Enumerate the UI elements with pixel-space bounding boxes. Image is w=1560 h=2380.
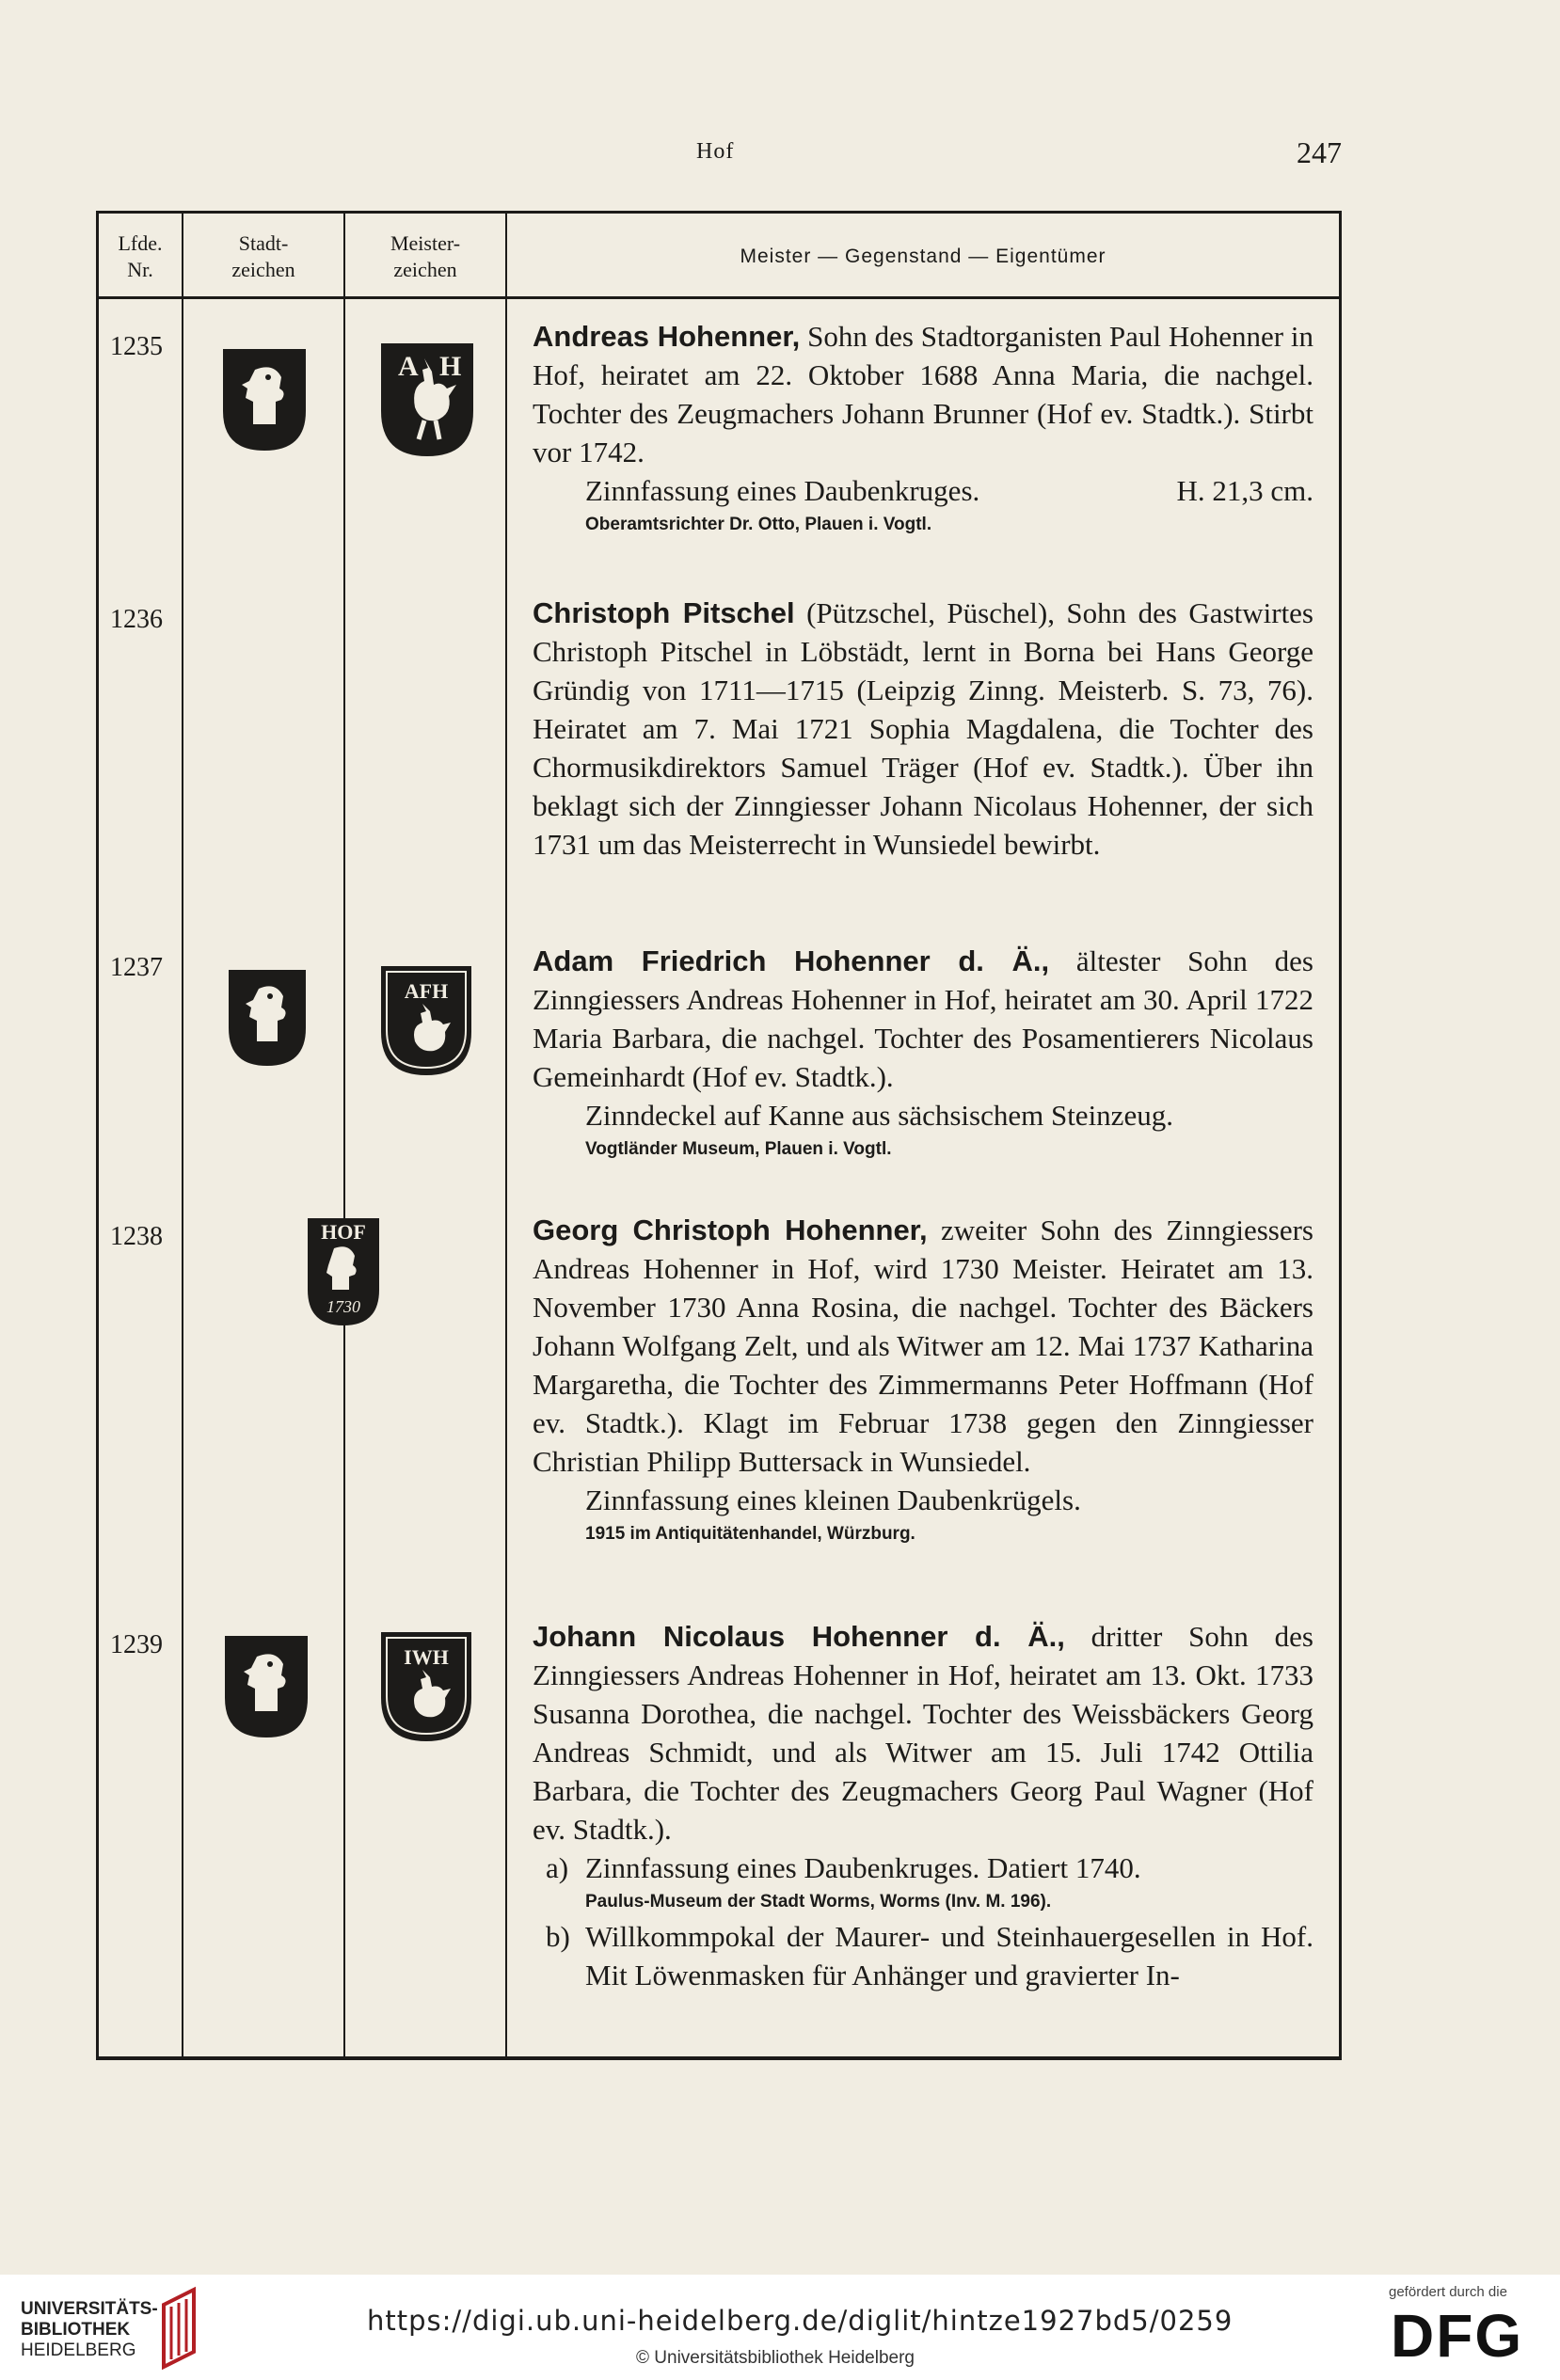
library-name (21, 2299, 158, 2361)
owner: Oberamtsrichter Dr. Otto, Plauen i. Vogtl. (585, 515, 932, 534)
entry-number: 1236 (110, 605, 163, 634)
header-lfde-nr: Lfde. Nr. (118, 231, 163, 281)
column-divider (505, 214, 507, 2057)
entry-text-1239 (533, 1617, 1313, 1994)
combined-mark-hof-1730-icon (304, 1214, 383, 1329)
entry-number: 1235 (110, 332, 163, 361)
city-mark-shield-icon (225, 966, 310, 1070)
biography: (Pützschel, Püschel), Sohn des Gastwirtes Christoph Pitschel in Löbstädt, lernt in Borna bei Hans George Gründig von 1711—1715 (Leipzig Zinng. Meisterb. S. 73, 76). Heiratet am 7. Mai 1721 Sophia Magdalena, die Tochter des Chormusikdirektors Samuel Träger (Hof ev. Stadtk.). Über ihn beklagt sich der Zinngiesser Johann Nicolaus Hohenner, der sich 1731 um das Meisterrecht in Wunsiedel bewirbt. (533, 596, 1314, 861)
item-label: b) (546, 1920, 570, 1953)
svg-text:IWH: IWH (404, 1645, 449, 1669)
master-name: Johann Nicolaus Hohenner d. Ä., (533, 1620, 1065, 1653)
object-item (533, 1848, 1313, 1887)
master-mark-afh-rooster-icon (377, 962, 475, 1079)
biography: dritter Sohn des Zinngiessers Andreas Hohenner in Hof, heiratet am 13. Okt. 1733 Susanna Dorothea, die nachgel. Tochter des Weissbäckers Georg Andreas Schmidt, und als Witwer am 15. Juli 1742 Ottilia Barbara, die Tochter des Zeugmachers Georg Paul Wagner (Hof ev. Stadtk.). (533, 1620, 1313, 1846)
footer-bar (0, 2275, 1560, 2380)
page-header (0, 135, 1560, 177)
library-line-3: HEIDELBERG (21, 2340, 136, 2360)
funded-by-label: gefördert durch die (1389, 2284, 1507, 2300)
column-divider (182, 214, 183, 2057)
running-title: Hof (696, 139, 735, 164)
object-item (533, 1917, 1313, 1994)
master-mark-ah-rooster-icon (377, 340, 477, 460)
entry-number: 1237 (110, 953, 163, 982)
item-text: Willkommpokal der Maurer- und Steinhauergesellen in Hof. Mit Löwenmasken für Anhänger und gravierter In- (585, 1920, 1313, 1991)
entry-number: 1238 (110, 1222, 163, 1251)
entry-text-1238 (533, 1211, 1313, 1549)
entry-text-1235 (533, 317, 1313, 540)
city-mark-shield-icon (219, 345, 310, 454)
entry-text-1236 (533, 594, 1313, 864)
column-divider (343, 214, 345, 2057)
page-number: 247 (1297, 135, 1342, 169)
library-line-1: UNIVERSITÄTS- (21, 2299, 158, 2319)
object-description: Zinnfassung eines Daubenkruges. (585, 474, 980, 507)
entry-text-1237 (533, 942, 1313, 1165)
master-name: Christoph Pitschel (533, 596, 795, 629)
permalink-url[interactable]: https://digi.ub.uni-heidelberg.de/diglit/hintze1927bd5/0259 (367, 2305, 1234, 2337)
object-size: H. 21,3 cm. (1176, 474, 1313, 507)
item-text: Zinnfassung eines Daubenkruges. Datiert 1740. (585, 1851, 1141, 1884)
item-label: a) (546, 1851, 569, 1884)
university-library-logo-icon (158, 2286, 199, 2371)
master-name: Georg Christoph Hohenner, (533, 1214, 928, 1246)
master-name: Adam Friedrich Hohenner d. Ä., (533, 944, 1050, 977)
master-name: Andreas Hohenner, (533, 320, 801, 353)
entry-number: 1239 (110, 1630, 163, 1659)
svg-text:AFH: AFH (404, 979, 449, 1003)
header-rule (99, 296, 1339, 299)
owner: 1915 im Antiquitätenhandel, Würzburg. (585, 1524, 915, 1544)
biography: zweiter Sohn des Zinngiessers Andreas Hohenner in Hof, wird 1730 Meister. Heiratet am 13. November 1730 Anna Rosina, die nachgel. Tochter des Bäckers Johann Wolfgang Zelt, und als Witwer am 12. Mai 1737 Katharina Margaretha, die Tochter des Zimmermanns Peter Hoffmann (Hof ev. Stadtk.). Klagt im Februar 1738 gegen den Zinngiesser Christian Philipp Buttersack in Wunsiedel. (533, 1214, 1313, 1478)
object-line (533, 471, 1313, 510)
mark-top-text: HOF (321, 1220, 366, 1244)
mark-year-text: 1730 (326, 1297, 360, 1316)
owner: Vogtländer Museum, Plauen i. Vogtl. (585, 1139, 892, 1159)
biography: Sohn des Stadtorganisten Paul Hohenner in Hof, heiratet am 22. Oktober 1688 Anna Maria, die nachgel. Tochter des Zeugmachers Johann Brunner (Hof ev. Stadtk.). Stirbt vor 1742. (533, 320, 1313, 468)
header-stadtzeichen: Stadt- zeichen (231, 231, 295, 281)
object-description: Zinndeckel auf Kanne aus sächsischem Steinzeug. (585, 1099, 1173, 1132)
object-description: Zinnfassung eines kleinen Daubenkrügels. (585, 1484, 1081, 1516)
svg-text:A: A (398, 351, 419, 382)
city-mark-shield-icon (221, 1632, 311, 1741)
library-line-2: BIBLIOTHEK (21, 2320, 131, 2340)
svg-text:H: H (439, 351, 462, 382)
catalog-table (96, 211, 1342, 2060)
biography: ältester Sohn des Zinngiessers Andreas Hohenner in Hof, heiratet am 30. April 1722 Maria Barbara, die nachgel. Tochter des Posamentierers Nicolaus Gemeinhardt (Hof ev. Stadtk.). (533, 944, 1313, 1093)
owner: Paulus-Museum der Stadt Worms, Worms (Inv. M. 196). (585, 1892, 1052, 1912)
dfg-logo: DFG (1391, 2302, 1524, 2370)
copyright-notice: © Universitätsbibliothek Heidelberg (636, 2348, 915, 2368)
header-meisterzeichen: Meister- zeichen (390, 231, 461, 281)
master-mark-iwh-rooster-icon (377, 1628, 475, 1745)
header-meister-gegenstand: Meister — Gegenstand — Eigentümer (740, 246, 1106, 267)
